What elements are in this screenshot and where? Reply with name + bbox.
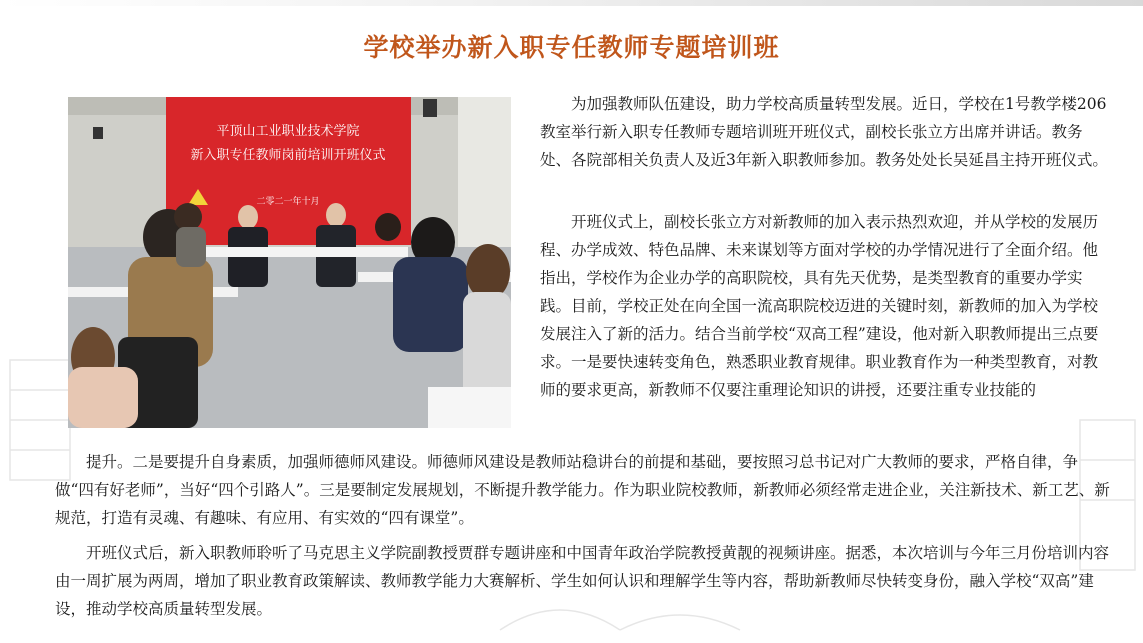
- banner-screen: [166, 97, 411, 245]
- event-photo: [68, 97, 511, 428]
- banner-date: 二零二一年十月: [256, 197, 320, 207]
- page-title: 学校举办新入职专任教师专题培训班: [363, 33, 780, 62]
- top-decor-bar: [0, 0, 1143, 6]
- banner-line2: 新入职专任教师岗前培训开班仪式: [190, 148, 386, 163]
- banner-line1: 平顶山工业职业技术学院: [216, 124, 360, 139]
- paragraph-2b: 提升。二是要提升自身素质，加强师德师风建设。师德师风建设是教师站稳讲台的前提和基础，要按照习总书记对广大教师的要求，严格自律，争做“四有好老师”，当好“四个引路人”。三是要制定发展规划，不断提升教学能力。作为职业院校教师，新教师必须经常走进企业，关注新技术、新工艺、新规范，打造有灵魂、有趣味、有应用、有实效的“四有课堂”。: [55, 453, 1110, 527]
- paragraph-2a: 开班仪式上，副校长张立方对新教师的加入表示热烈欢迎，并从学校的发展历程、办学成效、特色品牌、未来谋划等方面对学校的办学情况进行了全面介绍。他指出，学校作为企业办学的高职院校，具有先天优势，是类型教育的重要办学实践。目前，学校正处在向全国一流高职院校迈进的关键时刻，新教师的加入为学校发展注入了新的活力。结合当前学校“双高工程”建设，他对新入职教师提出三点要求。一是要快速转变角色，熟悉职业教育规律。职业教育作为一种类型教育，对教师的要求更高，新教师不仅要注重理论知识的讲授，还要注重专业技能的: [540, 213, 1099, 399]
- paragraph-1: 为加强教师队伍建设，助力学校高质量转型发展。近日，学校在1号教学楼206教室举行新入职专任教师专题培训班开班仪式，副校长张立方出席并讲话。教务处、各院部相关负责人及近3年新入职教师参加。教务处处长吴延昌主持开班仪式。: [540, 95, 1108, 169]
- paragraph-3: 开班仪式后，新入职教师聆听了马克思主义学院副教授贾群专题讲座和中国青年政治学院教授黄靓的视频讲座。据悉，本次培训与今年三月份培训内容由一周扩展为两周，增加了职业教育政策解读、教师教学能力大赛解析、学生如何认识和理解学生等内容，帮助新教师尽快转变身份，融入学校“双高”建设，推动学校高质量转型发展。: [55, 544, 1110, 618]
